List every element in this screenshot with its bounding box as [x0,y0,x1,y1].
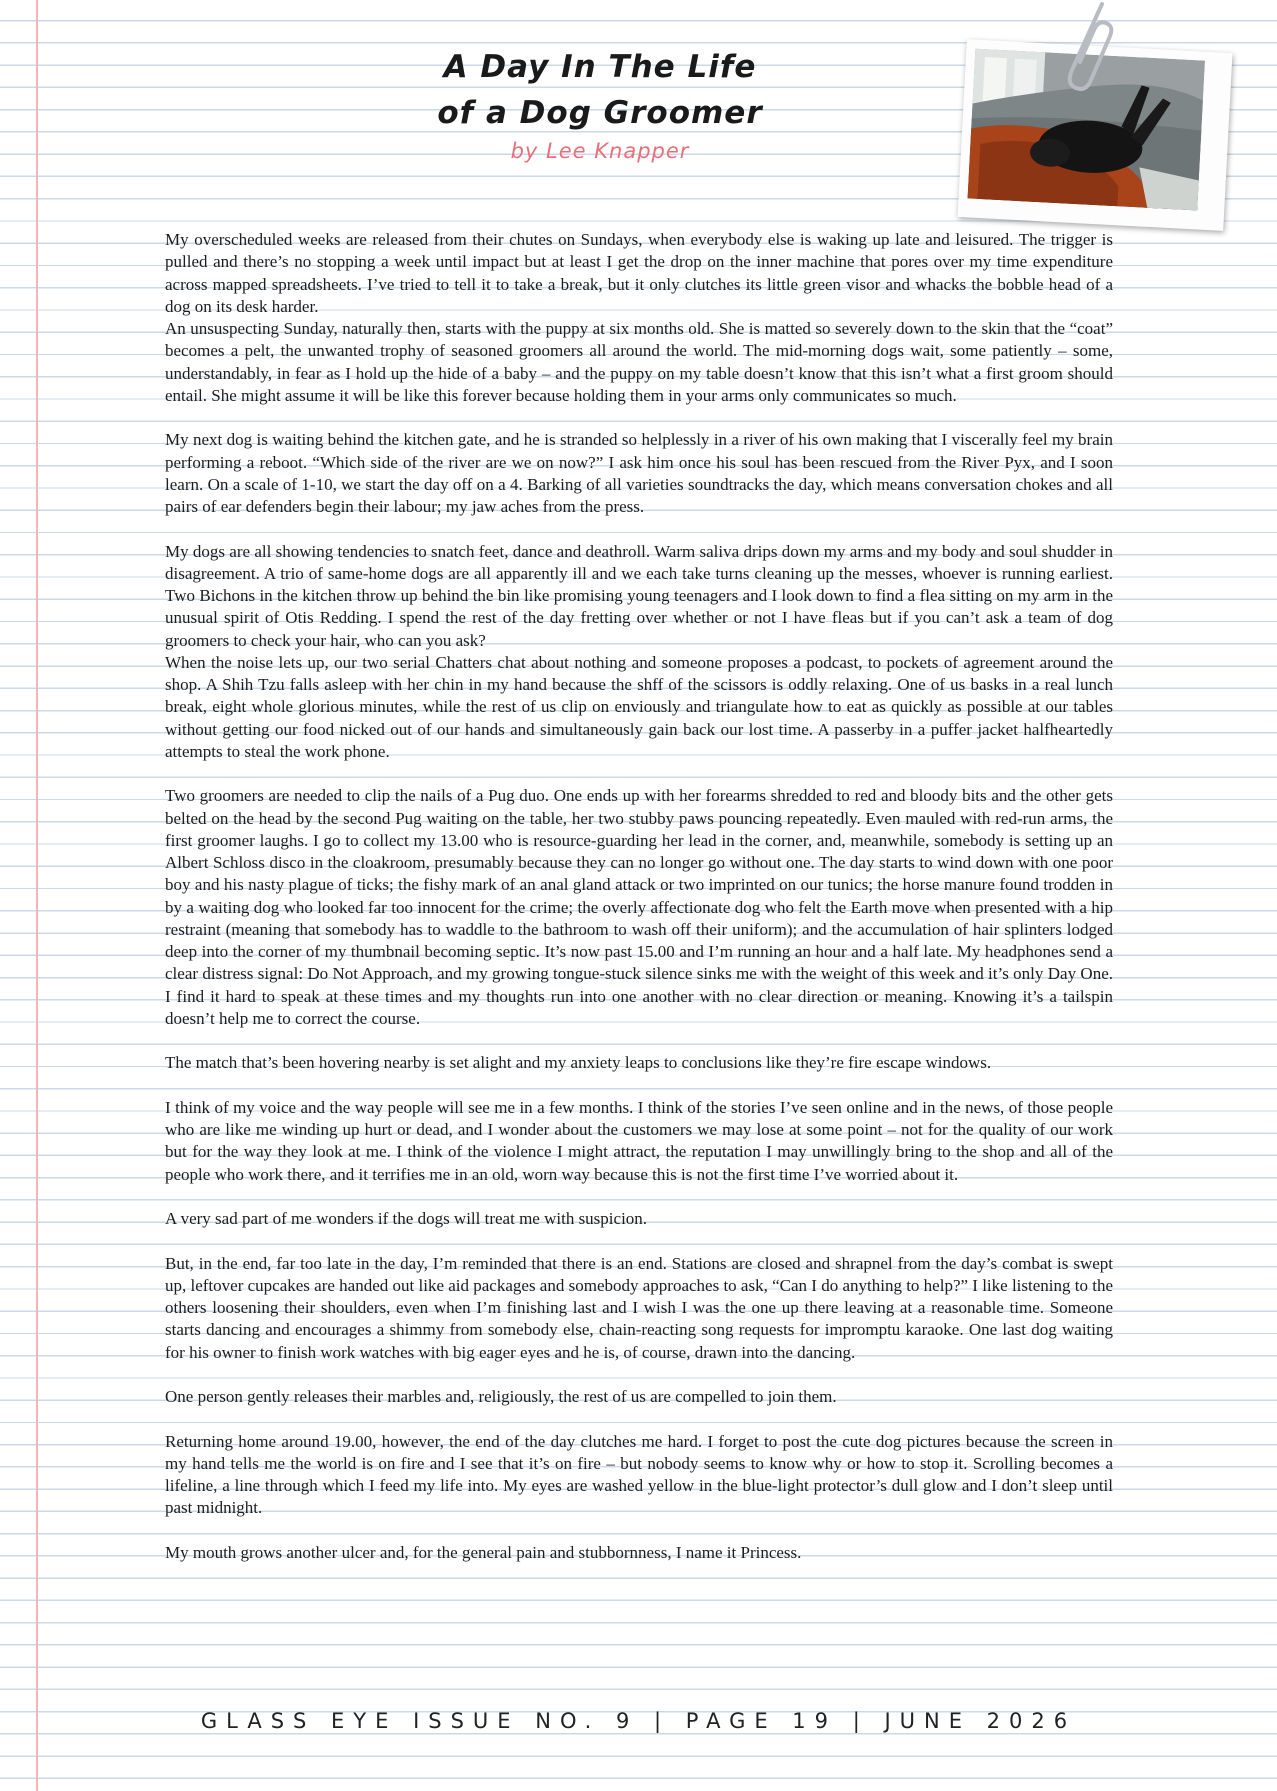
article-paragraph: When the noise lets up, our two serial Chatters chat about nothing and someone proposes a podcast, to pockets of agreement around the shop. A Shih Tzu falls asleep with her chin in my hand because the shff of the scissors is oddly relaxing. One of us basks in a real lunch break, eight whole glorious minutes, while the rest of us clip on enviously and triangulate how to eat as quickly as possible at our tables without getting our food nicked out of our hands and simultaneously gain back our lost time. A passerby in a puffer jacket halfheartedly attempts to steal the work phone. [165,652,1113,761]
article-paragraph: The match that’s been hovering nearby is set alight and my anxiety leaps to conclusions like they’re fire escape windows. [165,1053,992,1073]
article-paragraph: My overscheduled weeks are released from their chutes on Sundays, when everybody else is waking up late and leisured. The trigger is pulled and there’s no stopping a week until impact but at least I get the drop on the inner machine that pores over my time expenditure across mapped spreadsheets. I’ve tried to tell it to take a break, but it only clutches its little green visor and whacks the bobble head of a dog on its desk harder. [165,230,1113,316]
article-paragraph: A very sad part of me wonders if the dogs will treat me with suspicion. [165,1209,648,1228]
title-line-2: of a Dog Groomer [437,95,763,131]
article-paragraph: My dogs are all showing tendencies to snatch feet, dance and deathroll. Warm saliva drips down my arms and my body and soul shudder in disagreement. A trio of same-home dogs are all apparently ill and we each take turns cleaning up the messes, whoever is running earliest. Two Bichons in the kitchen throw up behind the bin like promising young teenagers and I look down to find a flea sitting on my arm in the unusual spirit of Otis Redding. I spend the rest of the day fretting over whether or not I have fleas but if you can’t ask a team of dog groomers to check your hair, who can you ask? [165,541,1113,650]
article-body [165,229,1113,1564]
notebook-margin-line [36,0,38,1791]
article-paragraph: Two groomers are needed to clip the nails of a Pug duo. One ends up with her forearms shredded to red and bloody bits and the other gets belted on the head by the second Pug waiting on the table, her two stubby paws pouncing repeatedly. Even mauled with red-run arms, the first groomer laughs. I go to collect my 13.00 who is resource-guarding her lead in the corner, and, meanwhile, somebody is setting up an Albert Schloss disco in the cloakroom, presumably because they can no longer go without one. The day starts to wind down with one poor boy and his nasty plague of ticks; the fishy mark of an anal gland attack or two imprinted on our tunics; the horse manure found trodden in by a waiting dog who looked far too innocent for the crime; the overly affectionate dog who felt the Earth move when presented with a hip restraint (meaning that somebody has to waddle to the bathroom to wash off their uniform); and the accumulation of hair splinters lodged deep into the corner of my thumbnail becoming septic. It’s now past 15.00 and I’m running an hour and a half late. My headphones send a clear distress signal: Do Not Approach, and my growing tongue-stuck silence sinks me with the weight of this week and it’s only Day One. I find it hard to speak at these times and my thoughts run into one another with no clear direction or meaning. Knowing it’s a tailspin doesn’t help me to correct the course. [165,786,1113,1028]
article-paragraph: Returning home around 19.00, however, the end of the day clutches me hard. I forget to post the cute dog pictures because the screen in my hand tells me the world is on fire and I see that it’s on fire – but nobody seems to know why or how to stop it. Scrolling becomes a lifeline, a line through which I feed my life into. My eyes are washed yellow in the blue-light protector’s dull glow and I don’t sleep until past midnight. [165,1431,1113,1518]
article-paragraph: I think of my voice and the way people will see me in a few months. I think of the stories I’ve seen online and in the news, of those people who are like me winding up hurt or dead, and I wonder about the customers we may lose at some point – not for the quality of our work but for the way they look at me. I think of the violence I might attract, the reputation I may unwillingly bring to the shop and all of the people who work there, and it terrifies me in an old, worn way because this is not the first time I’ve worried about it. [165,1097,1113,1184]
paperclip-icon [1058,0,1118,100]
article-paragraph: My mouth grows another ulcer and, for the general pain and stubbornness, I name it Princess. [165,1542,802,1562]
article-header [380,44,820,166]
title-line-1: A Day In The Life [443,49,757,85]
author-byline: by Lee Knapper [510,139,690,163]
article-paragraph: But, in the end, far too late in the day, I’m reminded that there is an end. Stations are closed and shrapnel from the day’s combat is swept up, leftover cupcakes are handed out like aid packages and somebody approaches to ask, “Can I do anything to help?” I like listening to the others loosening their shoulders, even when I’m finishing last and I wish I was the one up there leaving at a reasonable time. Someone starts dancing and encourages a shimmy from somebody else, chain-reacting song requests for impromptu karaoke. One last dog waiting for his owner to finish work watches with big eager eyes and he is, of course, drawn into the dancing. [165,1253,1113,1362]
article-paragraph: One person gently releases their marbles and, religiously, the rest of us are compelled to join them. [165,1387,837,1406]
article-paragraph: An unsuspecting Sunday, naturally then, starts with the puppy at six months old. She is matted so severely down to the skin that the “coat” becomes a pelt, the unwanted trophy of seasoned groomers all around the world. The mid-morning dogs wait, some patiently – some, understandably, in fear as I hold up the hide of a baby – and the puppy on my table doesn’t know that this isn’t what a first groom should entail. She might assume it will be like this forever because holding them in your arms only communicates so much. [165,319,1113,405]
article-paragraph: My next dog is waiting behind the kitchen gate, and he is stranded so helplessly in a river of his own making that I viscerally feel my brain performing a reboot. “Which side of the river are we on now?” I ask him once his soul has been rescued from the River Pyx, and I soon learn. On a scale of 1-10, we start the day off on a 4. Barking of all varieties soundtracks the day, which means conversation chokes and all pairs of ear defenders begin their labour; my jaw aches from the press. [165,430,1113,516]
page-footer: GLASS EYE ISSUE NO. 9 | PAGE 19 | JUNE 2026 [200,1709,1077,1733]
